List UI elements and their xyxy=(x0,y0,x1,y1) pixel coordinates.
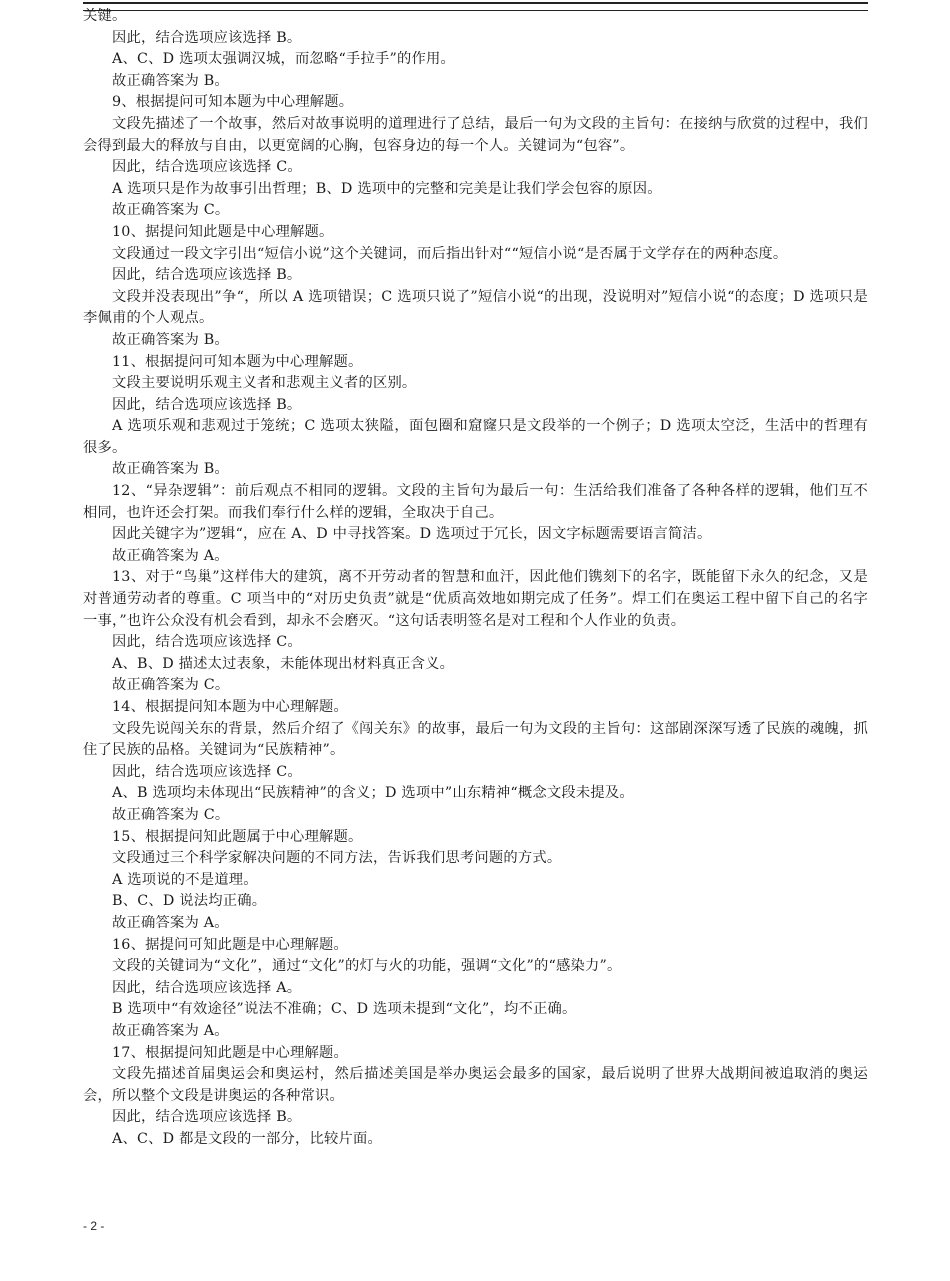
paragraph: 因此，结合选项应该选择 A。 xyxy=(112,979,302,996)
paragraph: 因此，结合选项应该选择 C。 xyxy=(112,159,302,176)
paragraph: B、C、D 说法均正确。 xyxy=(112,893,267,910)
paragraph: 故正确答案为 A。 xyxy=(112,547,229,564)
paragraph: 故正确答案为 C。 xyxy=(112,677,230,694)
paragraph: 9、根据提问可知本题为中心理解题。 xyxy=(112,94,354,111)
paragraph: 故正确答案为 C。 xyxy=(112,806,230,823)
paragraph: 文段通过一段文字引出“短信小说”这个关键词，而后指出针对““短信小说“是否属于文学存在的两种态度。 xyxy=(112,245,788,262)
paragraph: A、C、D 选项太强调汉城，而忽略“手拉手”的作用。 xyxy=(112,51,456,68)
paragraph: 故正确答案为 A。 xyxy=(112,914,229,931)
paragraph: 文段并没表现出”争“，所以 A 选项错误；C 选项只说了”短信小说“的出现，没说明对”短信小说“的态度；D 选项只是李佩甫的个人观点。 xyxy=(83,288,868,327)
paragraph: 文段先说闯关东的背景，然后介绍了《闯关东》的故事，最后一句为文段的主旨句：这部剧深深写透了民族的魂魄，抓住了民族的品格。关键词为“民族精神”。 xyxy=(83,720,868,759)
paragraph: 故正确答案为 A。 xyxy=(112,1022,229,1039)
paragraph: 文段先描述了一个故事，然后对故事说明的道理进行了总结，最后一句为文段的主旨句：在接纳与欣赏的过程中，我们会得到最大的释放与自由，以更宽阔的心胸，包容身边的每一个人。关键词为“包容”。 xyxy=(83,115,868,154)
paragraph: 因此，结合选项应该选择 C。 xyxy=(112,634,302,651)
page-number: - 2 - xyxy=(83,1219,105,1233)
paragraph: A 选项只是作为故事引出哲理；B、D 选项中的完整和完美是让我们学会包容的原因。 xyxy=(112,180,662,197)
paragraph: 15、根据提问知此题属于中心理解题。 xyxy=(112,828,363,845)
paragraph: 11、根据提问可知本题为中心理解题。 xyxy=(112,353,363,370)
paragraph: 因此关键字为”逻辑“，应在 A、D 中寻找答案。D 选项过于冗长，因文字标题需要语言简洁。 xyxy=(112,526,712,543)
paragraph: A、B、D 描述太过表象，未能体现出材料真正含义。 xyxy=(112,655,455,672)
document-body xyxy=(83,6,868,1150)
paragraph: A 选项乐观和悲观过于笼统；C 选项太狭隘，面包圈和窟窿只是文段举的一个例子；D 选项太空泛，生活中的哲理有很多。 xyxy=(83,418,868,456)
paragraph: 故正确答案为 B。 xyxy=(112,331,229,348)
paragraph: 10、据提问知此题是中心理解题。 xyxy=(112,223,334,240)
paragraph: 17、根据提问知此题是中心理解题。 xyxy=(112,1044,349,1061)
paragraph: 因此，结合选项应该选择 B。 xyxy=(112,396,302,413)
paragraph: B 选项中“有效途径”说法不准确；C、D 选项未提到“文化”，均不正确。 xyxy=(112,1001,577,1018)
paragraph: 因此，结合选项应该选择 B。 xyxy=(112,29,302,46)
paragraph: 因此，结合选项应该选择 B。 xyxy=(112,1109,302,1126)
paragraph: 因此，结合选项应该选择 B。 xyxy=(112,267,302,284)
paragraph: 16、据提问可知此题是中心理解题。 xyxy=(112,936,349,953)
paragraph: A 选项说的不是道理。 xyxy=(112,871,258,888)
paragraph: 文段的关键词为“文化”，通过“文化”的灯与火的功能，强调“文化”的“感染力”。 xyxy=(112,958,622,975)
paragraph: A、B 选项均未体现出“民族精神”的含义；D 选项中”山东精神“概念文段未提及。 xyxy=(112,785,634,802)
paragraph: 关键。 xyxy=(83,8,127,24)
paragraph: 文段通过三个科学家解决问题的不同方法，告诉我们思考问题的方式。 xyxy=(112,850,562,867)
paragraph: 12、“异杂逻辑”：前后观点不相同的逻辑。文段的主旨句为最后一句：生活给我们准备了各种各样的逻辑，他们互不相同，也许还会打架。而我们奉行什么样的逻辑，全取决于自己。 xyxy=(83,483,868,521)
paragraph: 故正确答案为 B。 xyxy=(112,461,229,478)
paragraph: 文段先描述首届奥运会和奥运村，然后描述美国是举办奥运会最多的国家，最后说明了世界大战期间被追取消的奥运会，所以整个文段是讲奥运的各种常识。 xyxy=(83,1066,868,1104)
paragraph: 故正确答案为 C。 xyxy=(112,202,230,219)
paragraph: 故正确答案为 B。 xyxy=(112,72,229,89)
paragraph: 因此，结合选项应该选择 C。 xyxy=(112,763,302,780)
paragraph: 14、根据提问知本题为中心理解题。 xyxy=(112,699,349,715)
paragraph: 文段主要说明乐观主义者和悲观主义者的区别。 xyxy=(112,375,417,392)
paragraph: A、C、D 都是文段的一部分，比较片面。 xyxy=(112,1130,383,1147)
paragraph: 13、对于“鸟巢”这样伟大的建筑，离不开劳动者的智慧和血汗，因此他们镌刻下的名字，既能留下永久的纪念，又是对普通劳动者的尊重。C 项当中的“对历史负责”就是“优质高效地如期完成了任务”。焊工们在奥运工程中留下自己的名字一事，”也许公众没有机会看到，却永不会磨灭。“这句话表明签名是对工程和个人作业的负责。 xyxy=(83,569,868,629)
